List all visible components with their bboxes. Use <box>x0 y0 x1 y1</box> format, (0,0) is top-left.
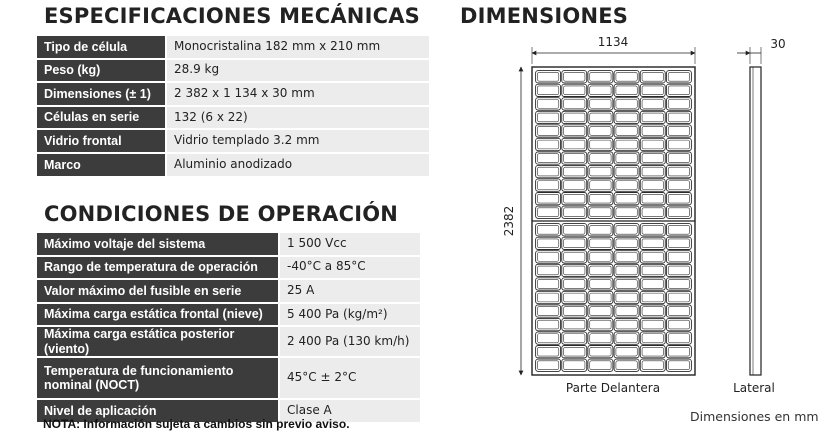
spec-value: 45°C ± 2°C <box>278 358 420 400</box>
spec-value: -40°C a 85°C <box>278 257 420 281</box>
dimensions-title: DIMENSIONES <box>460 4 629 28</box>
spec-value: Aluminio anodizado <box>165 154 429 178</box>
spec-value: 2 400 Pa (130 km/h) <box>278 327 420 358</box>
spec-label: Nivel de aplicación <box>37 400 278 424</box>
spec-value: 1 500 Vcc <box>278 233 420 257</box>
table-row <box>37 304 420 328</box>
operation-title: CONDICIONES DE OPERACIÓN <box>44 202 399 226</box>
dimensions-unit-caption: Dimensiones en mm <box>690 409 819 424</box>
operation-conditions-table <box>37 233 420 424</box>
spec-value: Clase A <box>278 400 420 424</box>
disclaimer-note: NOTA: Información sujeta a cambios sin previo aviso. <box>43 417 350 431</box>
spec-label: Máximo voltaje del sistema <box>37 233 278 257</box>
table-row <box>37 257 420 281</box>
table-row <box>37 107 429 131</box>
table-row <box>37 280 420 304</box>
panel-dimensions-diagram <box>495 30 805 400</box>
spec-value: 25 A <box>278 280 420 304</box>
spec-label: Rango de temperatura de operación <box>37 257 278 281</box>
mechanical-title: ESPECIFICACIONES MECÁNICAS <box>44 4 420 28</box>
spec-label: Máxima carga estática frontal (nieve) <box>37 304 278 328</box>
spec-label: Vidrio frontal <box>37 130 165 154</box>
spec-value: Vidrio templado 3.2 mm <box>165 130 429 154</box>
spec-label: Peso (kg) <box>37 60 165 84</box>
spec-label: Máxima carga estática posterior (viento) <box>37 327 278 358</box>
table-row <box>37 327 420 358</box>
table-row <box>37 154 429 178</box>
table-row <box>37 233 420 257</box>
spec-label: Tipo de célula <box>37 36 165 60</box>
table-row <box>37 130 429 154</box>
front-caption: Parte Delantera <box>565 381 661 395</box>
table-row <box>37 60 429 84</box>
table-row <box>37 36 429 60</box>
spec-value: 132 (6 x 22) <box>165 107 429 131</box>
spec-label: Temperatura de funcionamiento nominal (NOCT) <box>37 358 278 400</box>
table-row <box>37 358 420 400</box>
spec-label: Marco <box>37 154 165 178</box>
width-label: 1134 <box>597 35 629 49</box>
panel-side-frame <box>750 67 761 375</box>
spec-label: Dimensiones (± 1) <box>37 83 165 107</box>
spec-label: Valor máximo del fusible en serie <box>37 280 278 304</box>
table-row <box>37 83 429 107</box>
spec-label: Células en serie <box>37 107 165 131</box>
spec-value: 2 382 x 1 134 x 30 mm <box>165 83 429 107</box>
thickness-label: 30 <box>770 37 786 51</box>
spec-value: 5 400 Pa (kg/m²) <box>278 304 420 328</box>
spec-value: 28.9 kg <box>165 60 429 84</box>
height-label: 2382 <box>502 205 516 237</box>
side-caption: Lateral <box>733 381 775 395</box>
spec-value: Monocristalina 182 mm x 210 mm <box>165 36 429 60</box>
mechanical-specs-table <box>37 36 429 178</box>
